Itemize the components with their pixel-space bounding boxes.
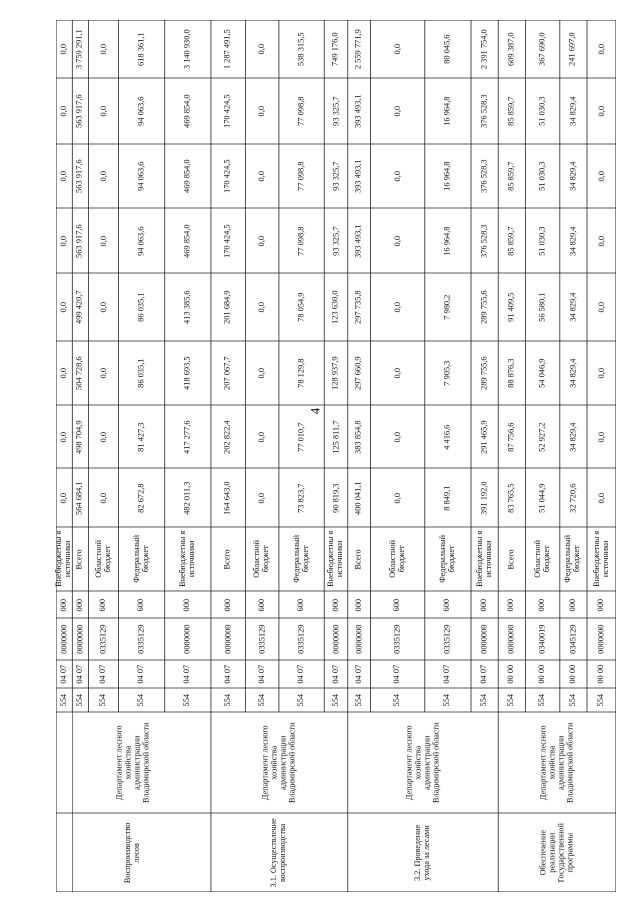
cell-section: 04 07 — [182, 664, 192, 684]
cell-value: 91 409,5 — [506, 292, 516, 322]
cell-value: 0,0 — [257, 235, 267, 246]
cell-section: 00 00 — [568, 664, 578, 684]
cell-code: 554 — [479, 693, 489, 707]
cell-value: 376 528,3 — [479, 94, 489, 128]
cell-value: 563 917,6 — [75, 94, 84, 128]
cell-value: 0,0 — [596, 43, 606, 55]
cell-section: 04 07 — [136, 664, 146, 684]
cell-value: 0,0 — [596, 105, 606, 117]
cell-value: 0,0 — [257, 431, 267, 442]
cell-value: 125 811,7 — [330, 420, 340, 454]
cell-value: 77 098,8 — [296, 161, 306, 191]
cell-target: 0345129 — [568, 624, 578, 654]
cell-target: 0335129 — [442, 624, 452, 654]
cell-value: 383 854,8 — [353, 419, 363, 454]
cell-target: 0000000 — [223, 624, 233, 654]
cell-source: Всего — [222, 548, 232, 569]
cell-value: 376 528,3 — [479, 159, 489, 193]
cell-value: 34 829,4 — [568, 358, 578, 388]
cell-target: 0335129 — [296, 624, 306, 654]
cell-target: 0000000 — [479, 624, 489, 654]
cell-code: 554 — [537, 693, 547, 707]
cell-value: 85 859,7 — [506, 226, 516, 256]
cell-source: Федеральный бюджет — [131, 535, 150, 583]
cell-value: 80 045,6 — [442, 34, 452, 64]
cell-value: 469 854,0 — [182, 223, 192, 258]
cell-source: Областной бюджет — [387, 540, 406, 578]
cell-target: 0335129 — [136, 624, 146, 654]
cell-code: 554 — [256, 693, 266, 707]
cell-section: 04 07 — [58, 664, 68, 684]
cell-type: 000 — [182, 598, 192, 611]
cell-value: 77 010,7 — [296, 422, 306, 452]
cell-value: 0,0 — [59, 235, 69, 246]
cell-section: 00 00 — [537, 664, 547, 684]
group-agency: Департамент лесного хозяйства администрации Владимирской области — [114, 722, 151, 803]
cell-value: 0,0 — [98, 235, 108, 246]
cell-type: 000 — [537, 598, 547, 611]
cell-value: 78 129,8 — [296, 358, 306, 388]
cell-value: 563 917,6 — [75, 159, 84, 193]
cell-source: Внебюджетны я источники — [177, 530, 196, 587]
cell-source: Областной бюджет — [93, 540, 112, 578]
cell-section: 04 07 — [353, 664, 363, 684]
cell-value: 0,0 — [257, 170, 267, 182]
cell-value: 0,0 — [257, 301, 267, 313]
cell-section: 04 07 — [479, 664, 489, 684]
cell-value: 34 829,4 — [568, 422, 578, 452]
cell-source: Всего — [75, 548, 85, 569]
cell-value: 2 391 754,0 — [479, 29, 489, 70]
cell-value: 0,0 — [59, 43, 69, 55]
cell-value: 3 140 930,0 — [182, 29, 192, 70]
cell-target: 0335129 — [257, 624, 267, 654]
cell-code: 554 — [596, 693, 606, 707]
cell-target: 0000000 — [330, 624, 340, 654]
cell-source: Внебюджетны я источники — [326, 530, 344, 587]
cell-value: 0,0 — [98, 105, 108, 117]
group-name: 3.1. Осуществление воспроизводства — [269, 817, 288, 887]
cell-value: 94 063,6 — [136, 226, 146, 256]
cell-value: 201 684,9 — [222, 290, 232, 324]
cell-value: 564 684,1 — [75, 480, 84, 515]
cell-value: 87 756,6 — [506, 422, 516, 452]
group-agency: Департамент лесного хозяйства администрации Владимирской области — [260, 722, 297, 803]
cell-value: 393 493,1 — [353, 94, 363, 128]
cell-value: 51 030,3 — [537, 96, 547, 126]
cell-value: 34 829,4 — [568, 292, 578, 322]
cell-value: 0,0 — [596, 301, 606, 313]
cell-value: 128 937,9 — [330, 356, 340, 390]
cell-type: 600 — [392, 598, 402, 611]
cell-type: 000 — [222, 598, 232, 611]
cell-type: 000 — [330, 598, 340, 611]
cell-value: 81 427,3 — [136, 422, 146, 452]
cell-value: 0,0 — [59, 367, 69, 379]
cell-value: 34 829,4 — [568, 96, 578, 126]
cell-value: 34 829,4 — [568, 226, 578, 256]
cell-value: 618 361,1 — [136, 32, 146, 66]
cell-value: 78 054,9 — [296, 292, 306, 322]
cell-value: 0,0 — [257, 492, 267, 503]
cell-section: 04 07 — [330, 664, 340, 684]
cell-value: 85 859,7 — [506, 161, 516, 191]
cell-source: Всего — [353, 548, 363, 569]
cell-value: 0,0 — [98, 301, 108, 313]
group-name: Воспроизводство лесов — [123, 822, 142, 883]
cell-section: 04 07 — [442, 664, 452, 684]
cell-value: 170 424,5 — [222, 223, 232, 258]
cell-section: 04 07 — [256, 664, 266, 684]
cell-value: 0,0 — [98, 431, 108, 442]
cell-value: 0,0 — [596, 235, 606, 246]
cell-source: Федеральный бюджет — [291, 535, 310, 583]
cell-value: 16 964,8 — [442, 96, 452, 126]
cell-section: 04 07 — [98, 664, 108, 684]
cell-value: 0,0 — [59, 431, 69, 442]
cell-section: 04 07 — [75, 664, 85, 684]
cell-target: 0000000 — [596, 624, 606, 654]
cell-value: 563 917,6 — [75, 223, 84, 258]
cell-value: 297 735,8 — [353, 290, 363, 324]
cell-source: Внебюджетны я источники — [474, 530, 493, 587]
cell-code: 554 — [222, 693, 232, 707]
page-number: 4 — [307, 407, 323, 415]
cell-code: 554 — [182, 693, 192, 707]
cell-value: 83 765,5 — [506, 483, 516, 513]
cell-value: 86 035,1 — [136, 292, 146, 322]
cell-type: 000 — [567, 598, 577, 611]
cell-value: 7 980,2 — [442, 294, 452, 320]
cell-source: Внебюджетны я источники — [54, 530, 73, 587]
cell-value: 0,0 — [59, 105, 69, 117]
cell-value: 498 704,9 — [75, 419, 84, 454]
cell-target: 0000000 — [506, 624, 516, 654]
cell-target: 0000000 — [59, 624, 69, 654]
cell-value: 7 905,3 — [442, 360, 452, 386]
cell-value: 3 759 291,1 — [75, 29, 85, 70]
cell-value: 4 416,6 — [442, 424, 452, 450]
cell-value: 0,0 — [392, 105, 402, 117]
cell-value: 85 859,7 — [506, 96, 516, 126]
cell-source: Внебюджетны я источники — [591, 530, 610, 587]
cell-type: 000 — [596, 598, 606, 611]
group-agency: Департамент лесного хозяйства администрации Владимирской области — [538, 722, 574, 803]
cell-value: 2 559 771,9 — [353, 29, 363, 70]
cell-value: 0,0 — [392, 367, 402, 379]
cell-value: 0,0 — [596, 170, 606, 182]
cell-value: 482 011,3 — [182, 481, 192, 515]
cell-type: 000 — [479, 598, 489, 611]
cell-code: 554 — [330, 693, 340, 707]
cell-value: 0,0 — [257, 367, 267, 379]
cell-value: 0,0 — [596, 367, 606, 379]
cell-value: 418 693,5 — [182, 356, 192, 390]
cell-value: 393 493,1 — [353, 223, 363, 258]
cell-value: 291 465,9 — [479, 419, 489, 454]
budget-table — [56, 20, 616, 892]
cell-target: 0000000 — [354, 624, 364, 654]
cell-value: 499 420,7 — [75, 290, 84, 324]
cell-type: 600 — [98, 598, 108, 611]
cell-value: 0,0 — [98, 367, 108, 379]
cell-value: 90 819,3 — [330, 483, 340, 513]
cell-section: 04 07 — [392, 664, 402, 684]
cell-source: Всего — [506, 548, 516, 569]
cell-value: 0,0 — [257, 43, 267, 55]
cell-code: 554 — [296, 693, 306, 707]
cell-source: Федеральный бюджет — [563, 535, 582, 583]
cell-value: 164 643,0 — [222, 480, 232, 515]
cell-value: 413 385,6 — [182, 290, 192, 324]
cell-value: 0,0 — [59, 170, 69, 182]
cell-type: 000 — [353, 598, 363, 611]
cell-target: 0335129 — [392, 624, 402, 654]
cell-value: 54 046,9 — [537, 358, 547, 388]
cell-type: 000 — [58, 598, 68, 611]
cell-value: 0,0 — [392, 43, 402, 55]
cell-code: 554 — [58, 693, 68, 707]
cell-value: 202 822,4 — [222, 419, 232, 454]
cell-value: 0,0 — [392, 431, 402, 442]
cell-value: 51 030,3 — [537, 226, 547, 256]
cell-code: 554 — [353, 693, 363, 707]
cell-section: 04 07 — [296, 664, 306, 684]
group-agency: Департамент лесного хозяйства администрации Владимирской области — [404, 722, 440, 803]
cell-section: 04 07 — [222, 664, 232, 684]
cell-value: 469 854,0 — [182, 159, 192, 193]
cell-value: 0,0 — [257, 105, 267, 117]
cell-section: 00 00 — [596, 664, 606, 684]
cell-value: 289 755,6 — [479, 290, 489, 324]
cell-value: 82 672,8 — [136, 483, 146, 513]
cell-target: 0000000 — [75, 624, 85, 654]
cell-value: 93 325,7 — [330, 96, 340, 126]
cell-value: 93 325,7 — [330, 226, 340, 256]
cell-code: 554 — [506, 693, 516, 707]
cell-value: 170 424,5 — [222, 159, 232, 193]
cell-value: 241 697,0 — [567, 32, 577, 66]
cell-target: 0335129 — [98, 624, 108, 654]
cell-value: 34 829,4 — [568, 161, 578, 191]
cell-value: 0,0 — [392, 492, 402, 503]
cell-value: 0,0 — [98, 43, 108, 55]
cell-value: 0,0 — [59, 301, 69, 313]
cell-value: 391 192,0 — [479, 480, 489, 515]
cell-value: 56 580,1 — [537, 292, 547, 322]
cell-source: Федеральный бюджет — [438, 535, 456, 583]
cell-value: 0,0 — [392, 301, 402, 313]
cell-value: 8 849,1 — [442, 485, 452, 511]
cell-type: 000 — [75, 598, 85, 611]
cell-target: 0340019 — [537, 624, 547, 654]
cell-value: 32 720,6 — [568, 483, 578, 513]
cell-type: 000 — [506, 598, 516, 611]
cell-value: 93 325,7 — [330, 161, 340, 191]
cell-value: 0,0 — [392, 235, 402, 246]
cell-value: 16 964,8 — [442, 161, 452, 191]
cell-value: 77 098,8 — [296, 226, 306, 256]
cell-value: 538 315,5 — [296, 32, 306, 66]
cell-value: 88 876,3 — [506, 358, 516, 388]
cell-code: 554 — [442, 693, 452, 707]
cell-value: 16 964,8 — [442, 226, 452, 256]
cell-value: 417 277,6 — [182, 419, 192, 454]
cell-code: 554 — [567, 693, 577, 707]
cell-value: 77 098,8 — [296, 96, 306, 126]
cell-value: 0,0 — [98, 492, 108, 503]
cell-value: 73 823,7 — [296, 483, 306, 513]
cell-value: 52 927,2 — [537, 422, 547, 452]
cell-value: 51 030,3 — [537, 161, 547, 191]
cell-type: 600 — [256, 598, 266, 611]
cell-value: 297 660,9 — [353, 356, 363, 390]
cell-code: 554 — [392, 693, 402, 707]
cell-value: 51 044,9 — [537, 483, 547, 513]
cell-code: 554 — [98, 693, 108, 707]
cell-source: Областной бюджет — [252, 540, 271, 578]
cell-code: 554 — [75, 693, 85, 707]
cell-section: 00 00 — [506, 664, 516, 684]
cell-type: 600 — [442, 598, 452, 611]
cell-value: 0,0 — [392, 170, 402, 182]
cell-value: 123 630,0 — [330, 290, 340, 324]
cell-type: 600 — [296, 598, 306, 611]
cell-value: 94 063,6 — [136, 96, 146, 126]
cell-value: 86 035,1 — [136, 358, 146, 388]
cell-type: 600 — [136, 598, 146, 611]
cell-value: 207 067,7 — [222, 356, 232, 390]
cell-value: 1 287 491,5 — [222, 29, 232, 70]
cell-value: 289 755,6 — [479, 356, 489, 390]
cell-value: 367 690,0 — [537, 32, 547, 66]
cell-value: 749 176,0 — [330, 32, 340, 66]
cell-code: 554 — [136, 693, 146, 707]
group-name: 3.2. Проведение ухода за лесами — [413, 824, 431, 881]
cell-value: 609 387,0 — [506, 32, 516, 66]
cell-value: 94 063,6 — [136, 161, 146, 191]
cell-value: 400 041,1 — [353, 480, 363, 515]
cell-value: 0,0 — [596, 492, 606, 503]
cell-value: 170 424,5 — [222, 94, 232, 128]
group-name: Обеспечение реализации Государственной программы — [538, 823, 574, 883]
cell-value: 0,0 — [98, 170, 108, 182]
cell-source: Областной бюджет — [532, 540, 551, 578]
cell-value: 0,0 — [596, 431, 606, 442]
cell-value: 393 493,1 — [353, 159, 363, 193]
cell-value: 0,0 — [59, 492, 69, 503]
cell-value: 469 854,0 — [182, 94, 192, 128]
cell-value: 376 528,3 — [479, 223, 489, 258]
cell-value: 504 728,6 — [75, 356, 84, 390]
cell-target: 0000000 — [182, 624, 192, 654]
